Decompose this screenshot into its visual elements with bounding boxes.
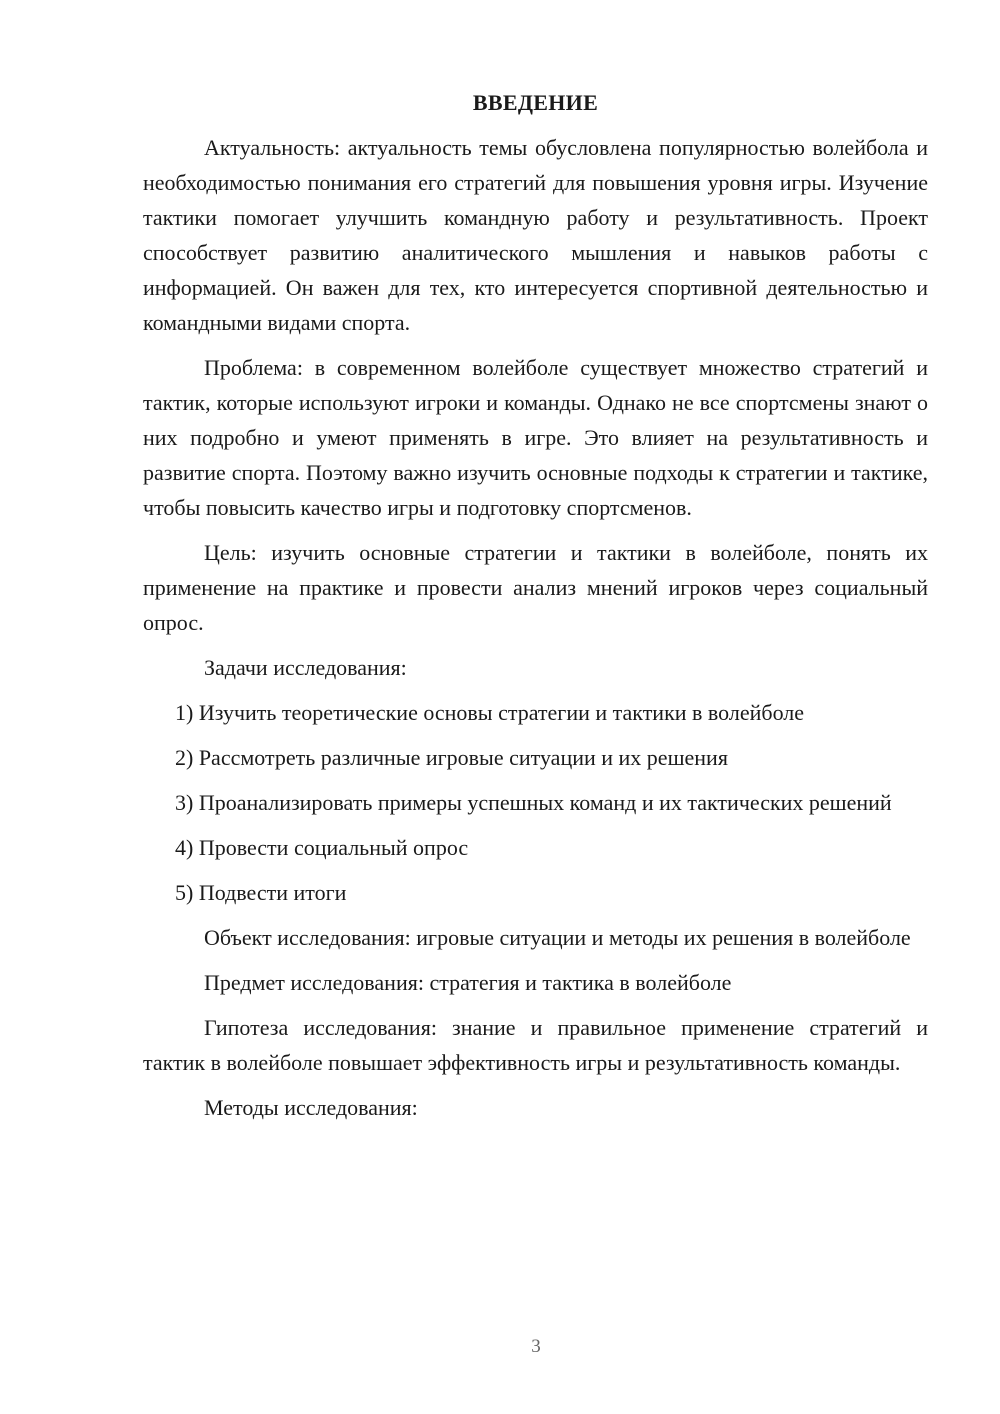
hypothesis-paragraph: Гипотеза исследования: знание и правильное применение стратегий и тактик в волейболе повышает эффективность игры и результативность команды. [143,1015,928,1075]
task-item-4: 4) Провести социальный опрос [175,835,469,860]
page-number: 3 [531,1336,541,1357]
subject-paragraph: Предмет исследования: стратегия и тактика в волейболе [204,970,732,995]
object-paragraph: Объект исследования: игровые ситуации и методы их решения в волейболе [204,925,911,950]
task-item-2: 2) Рассмотреть различные игровые ситуации и их решения [175,745,728,770]
relevance-paragraph: Актуальность: актуальность темы обусловлена популярностью волейбола и необходимостью понимания его стратегий для повышения уровня игры. Изучение тактики помогает улучшить командную работу и результативность. Проект способствует развитию аналитического мышления и навыков работы с информацией. Он важен для тех, кто интересуется спортивной деятельностью и командными видами спорта. [143,135,928,335]
document-page [143,90,928,1135]
problem-paragraph: Проблема: в современном волейболе существует множество стратегий и тактик, которые используют игроки и команды. Однако не все спортсмены знают о них подробно и умеют применять в игре. Это влияет на результативность и развитие спорта. Поэтому важно изучить основные подходы к стратегии и тактике, чтобы повысить качество игры и подготовку спортсменов. [143,355,928,520]
methods-heading: Методы исследования: [204,1095,418,1120]
tasks-heading: Задачи исследования: [204,655,407,680]
task-item-1: 1) Изучить теоретические основы стратегии и тактики в волейболе [175,700,805,725]
goal-paragraph: Цель: изучить основные стратегии и тактики в волейболе, понять их применение на практике и провести анализ мнений игроков через социальный опрос. [143,540,928,635]
task-item-5: 5) Подвести итоги [175,880,347,905]
section-title: ВВЕДЕНИЕ [472,90,599,115]
task-item-3: 3) Проанализировать примеры успешных команд и их тактических решений [175,790,892,815]
